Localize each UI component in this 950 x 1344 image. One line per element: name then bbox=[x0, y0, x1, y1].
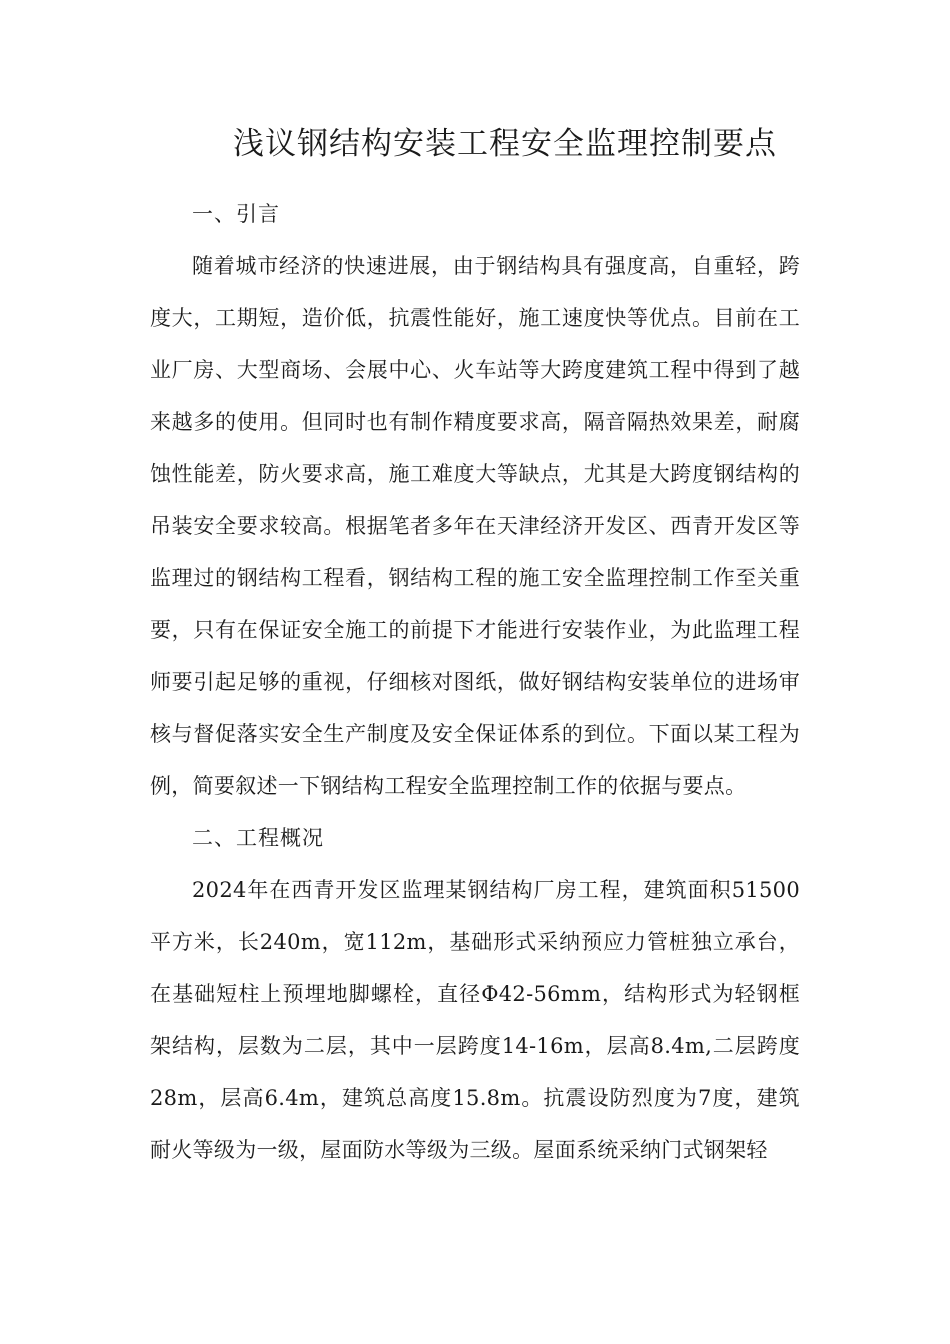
paragraph-project-overview: 2024年在西青开发区监理某钢结构厂房工程，建筑面积51500平方米，长240m，宽112m，基础形式采纳预应力管桩独立承台，在基础短柱上预埋地脚螺栓，直径Φ42-56mm，结构形式为轻钢框架结构，层数为二层，其中一层跨度14-16m，层高8.4m,二层跨度28m，层高6.4m，建筑总高度15.8m。抗震设防烈度为7度，建筑耐火等级为一级，屋面防水等级为三级。屋面系统采纳门式钢架轻 bbox=[150, 878, 800, 1162]
section-heading-project-overview: 二、工程概况 bbox=[192, 826, 324, 850]
paragraph-introduction: 随着城市经济的快速进展，由于钢结构具有强度高，自重轻，跨度大，工期短，造价低，抗震性能好，施工速度快等优点。目前在工业厂房、大型商场、会展中心、火车站等大跨度建筑工程中得到了越来越多的使用。但同时也有制作精度要求高，隔音隔热效果差，耐腐蚀性能差，防火要求高，施工难度大等缺点，尤其是大跨度钢结构的吊装安全要求较高。根据笔者多年在天津经济开发区、西青开发区等监理过的钢结构工程看，钢结构工程的施工安全监理控制工作至关重要，只有在保证安全施工的前提下才能进行安装作业，为此监理工程师要引起足够的重视，仔细核对图纸，做好钢结构安装单位的进场审核与督促落实安全生产制度及安全保证体系的到位。下面以某工程为例，简要叙述一下钢结构工程安全监理控制工作的依据与要点。 bbox=[150, 254, 800, 798]
document-body bbox=[150, 188, 800, 1176]
section-heading-introduction: 一、引言 bbox=[192, 202, 280, 226]
document-title: 浅议钢结构安装工程安全监理控制要点 bbox=[233, 126, 777, 162]
